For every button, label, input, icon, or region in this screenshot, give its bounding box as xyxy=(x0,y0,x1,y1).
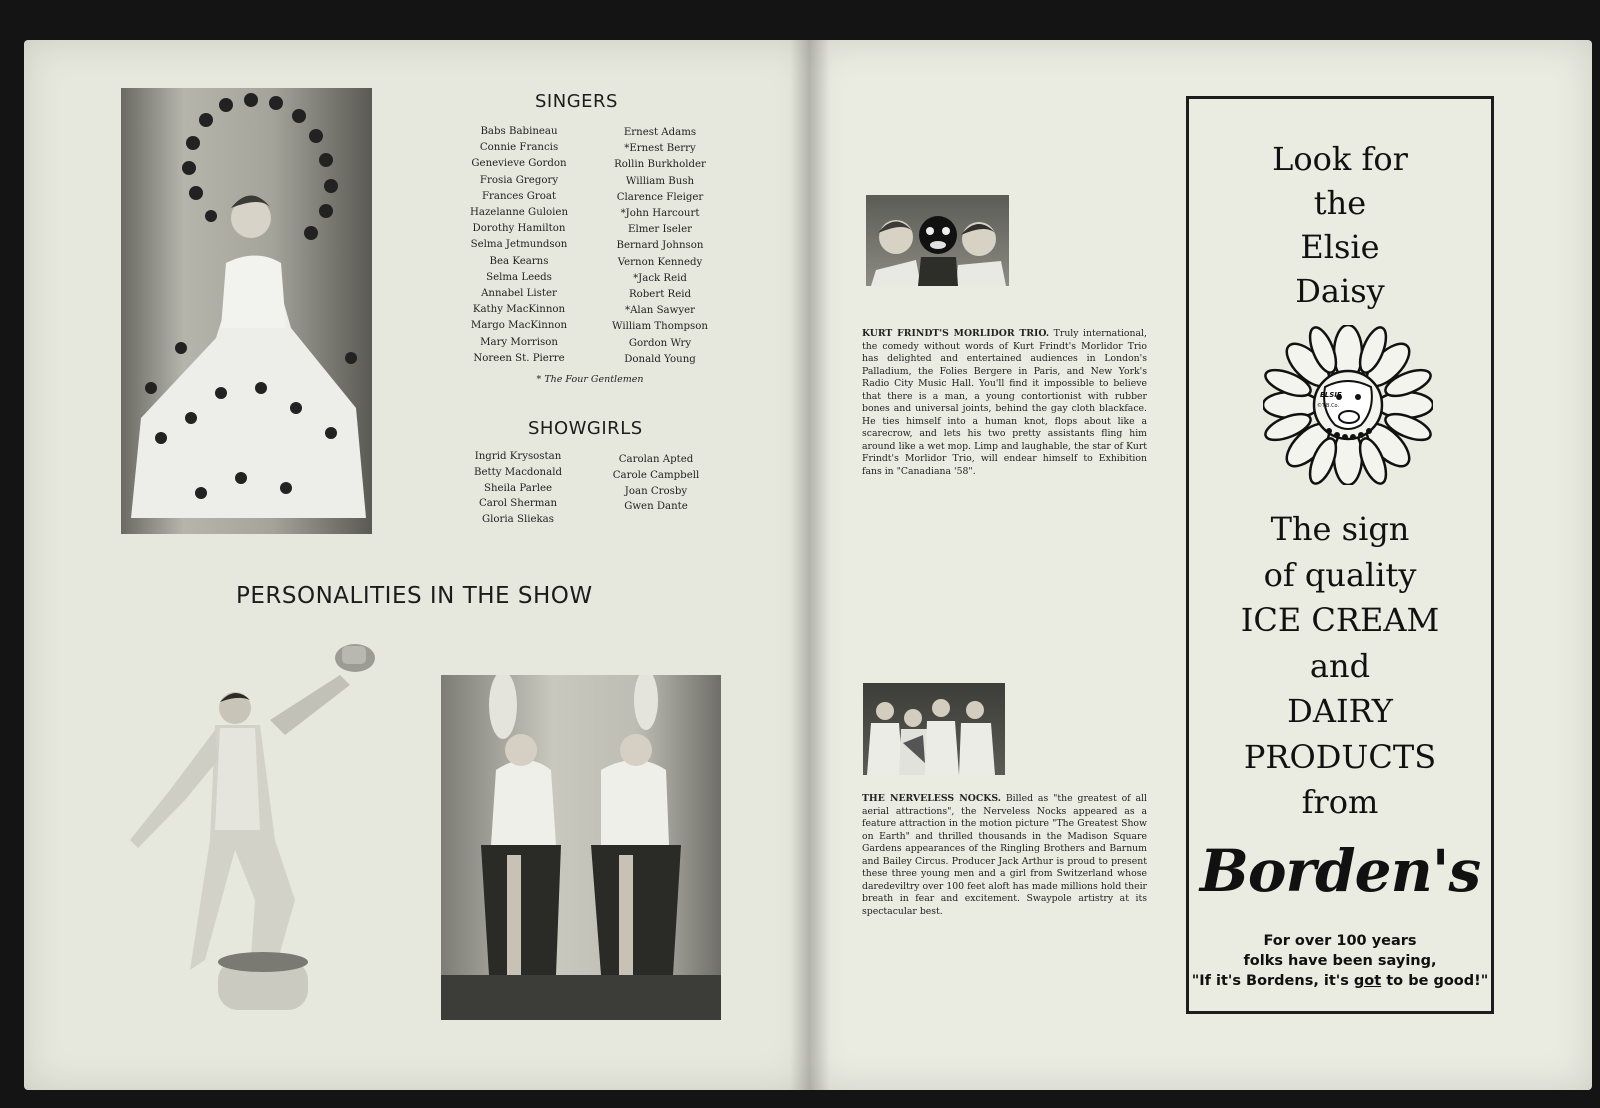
trio-title: KURT FRINDT'S MORLIDOR TRIO. xyxy=(862,328,1050,339)
showgirls-column-2 xyxy=(588,452,724,515)
list-item: Sheila Parlee xyxy=(483,482,553,494)
list-item: Selma Jetmundson xyxy=(470,239,568,251)
list-item: Frances Groat xyxy=(481,190,557,202)
singers-footnote: * The Four Gentlemen xyxy=(536,374,644,385)
ad-headline-line: the xyxy=(1313,184,1367,222)
list-item: Bernard Johnson xyxy=(616,240,704,252)
ad-slogan xyxy=(1189,931,1491,991)
slogan-line-3 xyxy=(1189,971,1491,991)
list-item: Elmer Iseler xyxy=(628,224,692,236)
ad-body-line: and xyxy=(1309,646,1371,685)
nocks-title: THE NERVELESS NOCKS. xyxy=(862,793,1001,804)
list-item: Carolan Apted xyxy=(618,454,694,465)
bordens-advertisement xyxy=(1186,96,1494,1014)
showgirls-column-1 xyxy=(450,449,586,528)
photo-man-tipping-hat xyxy=(110,640,380,1010)
list-item: Betty Macdonald xyxy=(474,466,562,478)
ad-body-line: PRODUCTS xyxy=(1243,737,1437,776)
list-item: Ingrid Krysostan xyxy=(474,451,562,462)
list-item: Donald Young xyxy=(624,353,696,365)
ad-body-line: from xyxy=(1301,783,1379,821)
list-item: Selma Leeds xyxy=(486,271,552,283)
ad-body-line: The sign xyxy=(1270,510,1410,548)
trio-body: Truly international, the comedy without words of Kurt Frindt's Morlidor Trio has delighted and entertained audiences in London's Palladium, the Folies Bergere in Paris, and New York's Radio City Music Hall. You'll find it impossible to believe that there is a man, a young contortionist with rubber bones and universal joints, behind the gay cloth blackface. He ties himself into a human knot, flops about like a scarecrow, and lets his two pretty assistants fling him around like a wet mop. Limp and laughable, the star of Kurt Frindt's Morlidor Trio, will endear himself to Exhibition fans in "Canadiana '58". xyxy=(862,328,1147,477)
ad-body-line: of quality xyxy=(1263,555,1417,594)
list-item: Gordon Wry xyxy=(628,337,692,349)
slogan-underlined: got xyxy=(1353,973,1382,989)
list-item: Noreen St. Pierre xyxy=(473,352,565,364)
photo-nerveless-nocks xyxy=(863,683,1005,775)
bordens-logo-text: Borden's xyxy=(1199,837,1481,905)
list-item: Ernest Adams xyxy=(623,127,697,138)
photo-daisy-gown-singer xyxy=(121,88,372,534)
list-item: Kathy MacKinnon xyxy=(472,304,566,316)
list-item: Bea Kearns xyxy=(489,255,549,267)
singers-heading: SINGERS xyxy=(535,91,618,112)
list-item: Connie Francis xyxy=(479,142,559,154)
personalities-heading: PERSONALITIES IN THE SHOW xyxy=(236,583,593,609)
list-item: William Thompson xyxy=(612,321,708,333)
ad-headline-line: Daisy xyxy=(1295,272,1385,310)
list-item: Rollin Burkholder xyxy=(614,159,706,171)
nocks-body: Billed as "the greatest of all aerial attractions", the Nerveless Nocks appeared as a feature attraction in the motion picture "The Greatest Show on Earth" and thrilled thousands in the Madison Square Gardens appearances of the Ringling Brothers and Barnum and Bailey Circus. Producer Jack Arthur is proud to present these three young men and a girl from Switzerland whose daredeviltry over 100 feet aloft has made millions hold their breath in fear and excitement. Swaypole artistry at its spectacular best. xyxy=(862,793,1147,917)
list-item: *Alan Sawyer xyxy=(624,305,695,317)
list-item: Hazelanne Guloien xyxy=(469,207,568,219)
list-item: Babs Babineau xyxy=(480,126,558,137)
ad-headline xyxy=(1189,137,1491,313)
photo-morlidor-trio xyxy=(866,195,1009,286)
list-item: *John Harcourt xyxy=(620,208,700,220)
list-item: Robert Reid xyxy=(628,289,692,301)
singers-column-2 xyxy=(592,125,728,368)
slogan-pre: "If it's Bordens, it's xyxy=(1191,973,1354,989)
elsie-label: ELSIE xyxy=(1320,391,1342,399)
list-item: Gloria Sliekas xyxy=(482,514,554,526)
ad-body-line: DAIRY xyxy=(1287,692,1393,730)
slogan-post: to be good!" xyxy=(1381,973,1489,989)
list-item: Clarence Fleiger xyxy=(616,191,704,203)
list-item: Frosia Gregory xyxy=(479,174,559,186)
singers-column-1 xyxy=(452,124,586,367)
ad-body-line: ICE CREAM xyxy=(1240,601,1440,639)
ad-body xyxy=(1189,507,1491,826)
showgirls-heading: SHOWGIRLS xyxy=(528,418,643,439)
list-item: Genevieve Gordon xyxy=(471,158,567,170)
ad-headline-line: Look for xyxy=(1272,140,1408,178)
list-item: Vernon Kennedy xyxy=(617,256,703,268)
list-item: Carole Campbell xyxy=(612,469,700,481)
photo-two-showgirls xyxy=(441,675,721,1020)
list-item: *Ernest Berry xyxy=(624,143,696,155)
list-item: Gwen Dante xyxy=(624,501,688,513)
list-item: *Jack Reid xyxy=(633,272,687,284)
ad-headline-line: Elsie xyxy=(1300,228,1380,266)
list-item: William Bush xyxy=(625,175,695,187)
elsie-daisy-logo xyxy=(1263,325,1433,485)
list-item: Carol Sherman xyxy=(478,498,558,510)
page-gutter xyxy=(790,40,830,1090)
list-item: Annabel Lister xyxy=(481,288,557,300)
list-item: Dorothy Hamilton xyxy=(472,223,566,235)
list-item: Margo MacKinnon xyxy=(470,320,568,332)
slogan-line-1: For over 100 years xyxy=(1263,933,1417,949)
list-item: Joan Crosby xyxy=(624,485,688,497)
slogan-line-2: folks have been saying, xyxy=(1243,953,1437,969)
list-item: Mary Morrison xyxy=(480,336,558,348)
elsie-trademark: ©T.B.Co. xyxy=(1317,403,1340,409)
trio-description xyxy=(862,328,1147,478)
nocks-description xyxy=(862,793,1147,918)
